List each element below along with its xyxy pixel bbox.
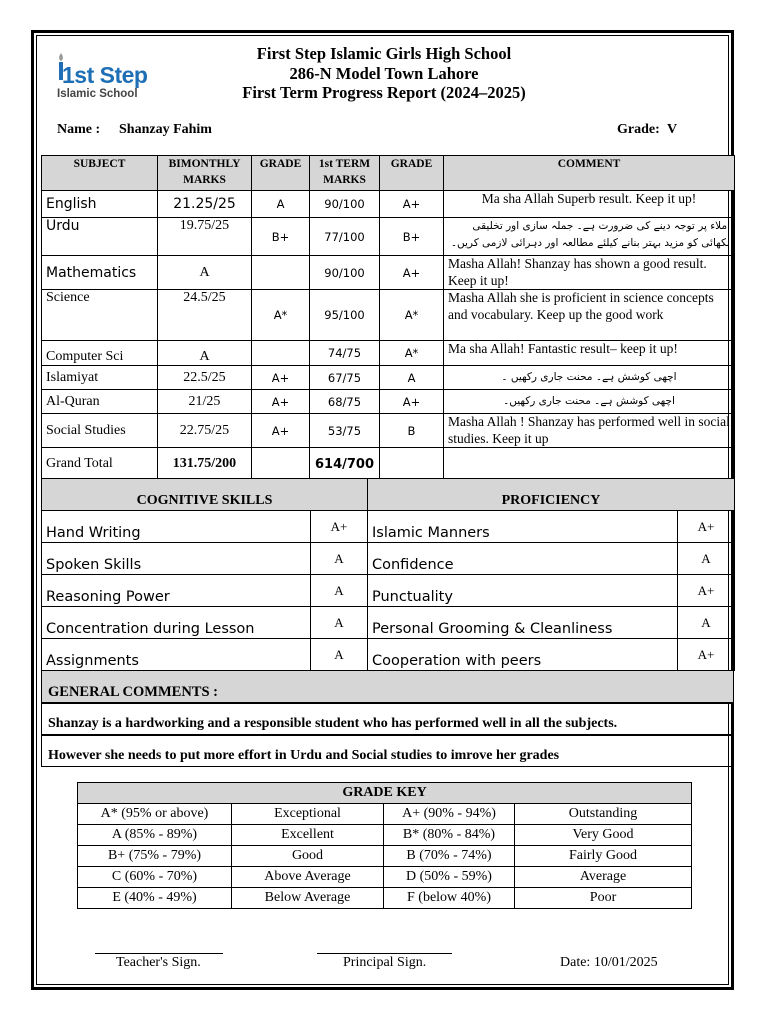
grade-range: B (70% - 74%) (384, 846, 515, 867)
general-comments-title: GENERAL COMMENTS : (41, 670, 734, 703)
skill-grade: A (311, 607, 368, 639)
table-row (42, 366, 735, 390)
subject-cell: Science (42, 290, 158, 341)
skill-row (42, 607, 735, 639)
term-marks-cell: 67/75 (310, 366, 380, 390)
school-name: First Step Islamic Girls High School (256, 44, 512, 63)
comment-cell: املاء پر توجہ دینے کی ضرورت ہے۔ جملہ سازی اور تخلیقی لکھائی کو مزید بہتر بنانے کیلئے مطالعہ اور دہرائی لازمی کریں۔ (444, 218, 735, 256)
bimonthly-cell: A (158, 341, 252, 366)
skill-name: Hand Writing (42, 511, 311, 543)
general-comment-line: Shanzay is a hardworking and a responsible student who has performed well in all the subjects. (41, 703, 734, 735)
logo-brand-text: 1st Step (62, 62, 148, 88)
header-grade: GRADE (252, 156, 310, 191)
skill-row (42, 575, 735, 607)
header-term-marks: 1st TERM MARKS (310, 156, 380, 191)
grade-cell: A (380, 366, 444, 390)
term-marks-cell: 74/75 (310, 341, 380, 366)
grade-range: A (85% - 89%) (78, 825, 232, 846)
grade-cell: B+ (380, 218, 444, 256)
grade-range: A* (95% or above) (78, 804, 232, 825)
header-grade: GRADE (380, 156, 444, 191)
proficiency-name: Confidence (368, 543, 678, 575)
proficiency-grade: A+ (678, 639, 735, 671)
term-marks-cell: 68/75 (310, 390, 380, 414)
skill-grade: A (311, 575, 368, 607)
school-address: 286-N Model Town Lahore (289, 63, 479, 83)
grade-cell: A+ (380, 256, 444, 290)
general-comment-line: However she needs to put more effort in Urdu and Social studies to imrove her grades (41, 735, 734, 767)
skill-row (42, 511, 735, 543)
logo-sub-text: Islamic School (57, 88, 138, 100)
student-grade: V (667, 122, 678, 137)
table-row (42, 414, 735, 448)
table-row (42, 256, 735, 290)
grand-total-label: Grand Total (42, 448, 158, 481)
bimonthly-cell: 21.25/25 (158, 191, 252, 218)
bimonthly-cell: A (158, 256, 252, 290)
skill-row (42, 639, 735, 671)
marks-table-header (42, 156, 735, 191)
term-marks-cell: 53/75 (310, 414, 380, 448)
skill-grade: A (311, 639, 368, 671)
empty-cell (252, 448, 310, 481)
grade-cell: A+ (380, 191, 444, 218)
term-marks-cell: 90/100 (310, 191, 380, 218)
grade-cell: A (252, 191, 310, 218)
skills-header-row (42, 479, 735, 511)
header-subject: SUBJECT (42, 156, 158, 191)
table-row (42, 191, 735, 218)
grade-key-table (77, 782, 692, 909)
grand-total-bimonthly: 131.75/200 (158, 448, 252, 481)
proficiency-name: Islamic Manners (368, 511, 678, 543)
subject-cell: Mathematics (42, 256, 158, 290)
grade-cell: A+ (252, 366, 310, 390)
grade-key-header (78, 783, 692, 804)
grade-cell: A* (380, 290, 444, 341)
principal-signature-label: Principal Sign. (343, 955, 427, 970)
proficiency-grade: A+ (678, 511, 735, 543)
grade-label: Exceptional (232, 804, 384, 825)
subject-cell: Islamiyat (42, 366, 158, 390)
grade-label: Fairly Good (515, 846, 692, 867)
grade-cell: A* (252, 290, 310, 341)
report-header (150, 44, 618, 103)
grand-total-term: 614/700 (310, 448, 380, 481)
skill-grade: A+ (311, 511, 368, 543)
cognitive-skills-title: COGNITIVE SKILLS (42, 479, 368, 511)
skill-grade: A (311, 543, 368, 575)
subject-cell: Al-Quran (42, 390, 158, 414)
grade-range: D (50% - 59%) (384, 867, 515, 888)
grade-cell: B (380, 414, 444, 448)
grade-key-row (78, 888, 692, 909)
grade-label: Average (515, 867, 692, 888)
skill-name: Concentration during Lesson (42, 607, 311, 639)
proficiency-grade: A (678, 543, 735, 575)
grade-range: F (below 40%) (384, 888, 515, 909)
grade-label: Very Good (515, 825, 692, 846)
proficiency-title: PROFICIENCY (368, 479, 735, 511)
grade-key-row (78, 804, 692, 825)
skills-table (41, 478, 735, 671)
grade-cell: A+ (252, 414, 310, 448)
teacher-signature-label: Teacher's Sign. (116, 955, 201, 970)
empty-cell (444, 448, 735, 481)
grade-range: E (40% - 49%) (78, 888, 232, 909)
comment-cell: Ma sha Allah! Fantastic result– keep it up! (444, 341, 735, 366)
report-date: Date: 10/01/2025 (560, 955, 658, 970)
student-name-label: Name : (57, 122, 101, 137)
proficiency-grade: A (678, 607, 735, 639)
table-row (42, 341, 735, 366)
bimonthly-cell: 21/25 (158, 390, 252, 414)
proficiency-grade: A+ (678, 575, 735, 607)
comment-cell: Masha Allah she is proficient in science concepts and vocabulary. Keep up the good work (444, 290, 735, 341)
school-logo (50, 50, 150, 102)
comment-cell: اچھی کوشش ہے۔ محنت جاری رکھیں ۔ (444, 366, 735, 390)
term-marks-cell: 77/100 (310, 218, 380, 256)
comment-cell: اچھی کوشش ہے۔ محنت جاری رکھیں۔ (444, 390, 735, 414)
grand-total-row (42, 448, 735, 481)
subject-cell: Urdu (42, 218, 158, 256)
bimonthly-cell: 22.75/25 (158, 414, 252, 448)
bimonthly-cell: 24.5/25 (158, 290, 252, 341)
header-bimonthly: BIMONTHLY MARKS (158, 156, 252, 191)
term-marks-cell: 95/100 (310, 290, 380, 341)
table-row (42, 290, 735, 341)
comment-cell: Ma sha Allah Superb result. Keep it up! (444, 191, 735, 218)
grade-label: Excellent (232, 825, 384, 846)
bimonthly-cell: 22.5/25 (158, 366, 252, 390)
comment-cell: Masha Allah ! Shanzay has performed well in social studies. Keep it up (444, 414, 735, 448)
grade-key-row (78, 846, 692, 867)
term-marks-cell: 90/100 (310, 256, 380, 290)
report-title: First Term Progress Report (2024–2025) (242, 83, 526, 102)
grade-key-title: GRADE KEY (78, 783, 692, 804)
grade-cell: A+ (252, 390, 310, 414)
grade-cell: A* (380, 341, 444, 366)
skill-name: Reasoning Power (42, 575, 311, 607)
table-row (42, 218, 735, 256)
skill-name: Assignments (42, 639, 311, 671)
grade-label: Good (232, 846, 384, 867)
grade-range: B+ (75% - 79%) (78, 846, 232, 867)
student-grade-label: Grade: (617, 122, 660, 137)
grade-cell: B+ (252, 218, 310, 256)
student-name: Shanzay Fahim (119, 122, 212, 137)
marks-table (41, 155, 735, 481)
subject-cell: Computer Sci (42, 341, 158, 366)
header-comment: COMMENT (444, 156, 735, 191)
grade-label: Below Average (232, 888, 384, 909)
proficiency-name: Cooperation with peers (368, 639, 678, 671)
subject-cell: Social Studies (42, 414, 158, 448)
grade-label: Outstanding (515, 804, 692, 825)
bimonthly-cell: 19.75/25 (158, 218, 252, 256)
grade-key-row (78, 867, 692, 888)
subject-cell: English (42, 191, 158, 218)
grade-range: C (60% - 70%) (78, 867, 232, 888)
table-row (42, 390, 735, 414)
skill-row (42, 543, 735, 575)
grade-cell: A+ (380, 390, 444, 414)
principal-signature-line (317, 953, 452, 954)
proficiency-name: Punctuality (368, 575, 678, 607)
grade-cell (252, 256, 310, 290)
grade-cell (252, 341, 310, 366)
teacher-signature-line (95, 953, 223, 954)
grade-label: Above Average (232, 867, 384, 888)
grade-label: Poor (515, 888, 692, 909)
grade-range: B* (80% - 84%) (384, 825, 515, 846)
skill-name: Spoken Skills (42, 543, 311, 575)
proficiency-name: Personal Grooming & Cleanliness (368, 607, 678, 639)
grade-key-row (78, 825, 692, 846)
grade-range: A+ (90% - 94%) (384, 804, 515, 825)
empty-cell (380, 448, 444, 481)
comment-cell: Masha Allah! Shanzay has shown a good result. Keep it up! (444, 256, 735, 290)
